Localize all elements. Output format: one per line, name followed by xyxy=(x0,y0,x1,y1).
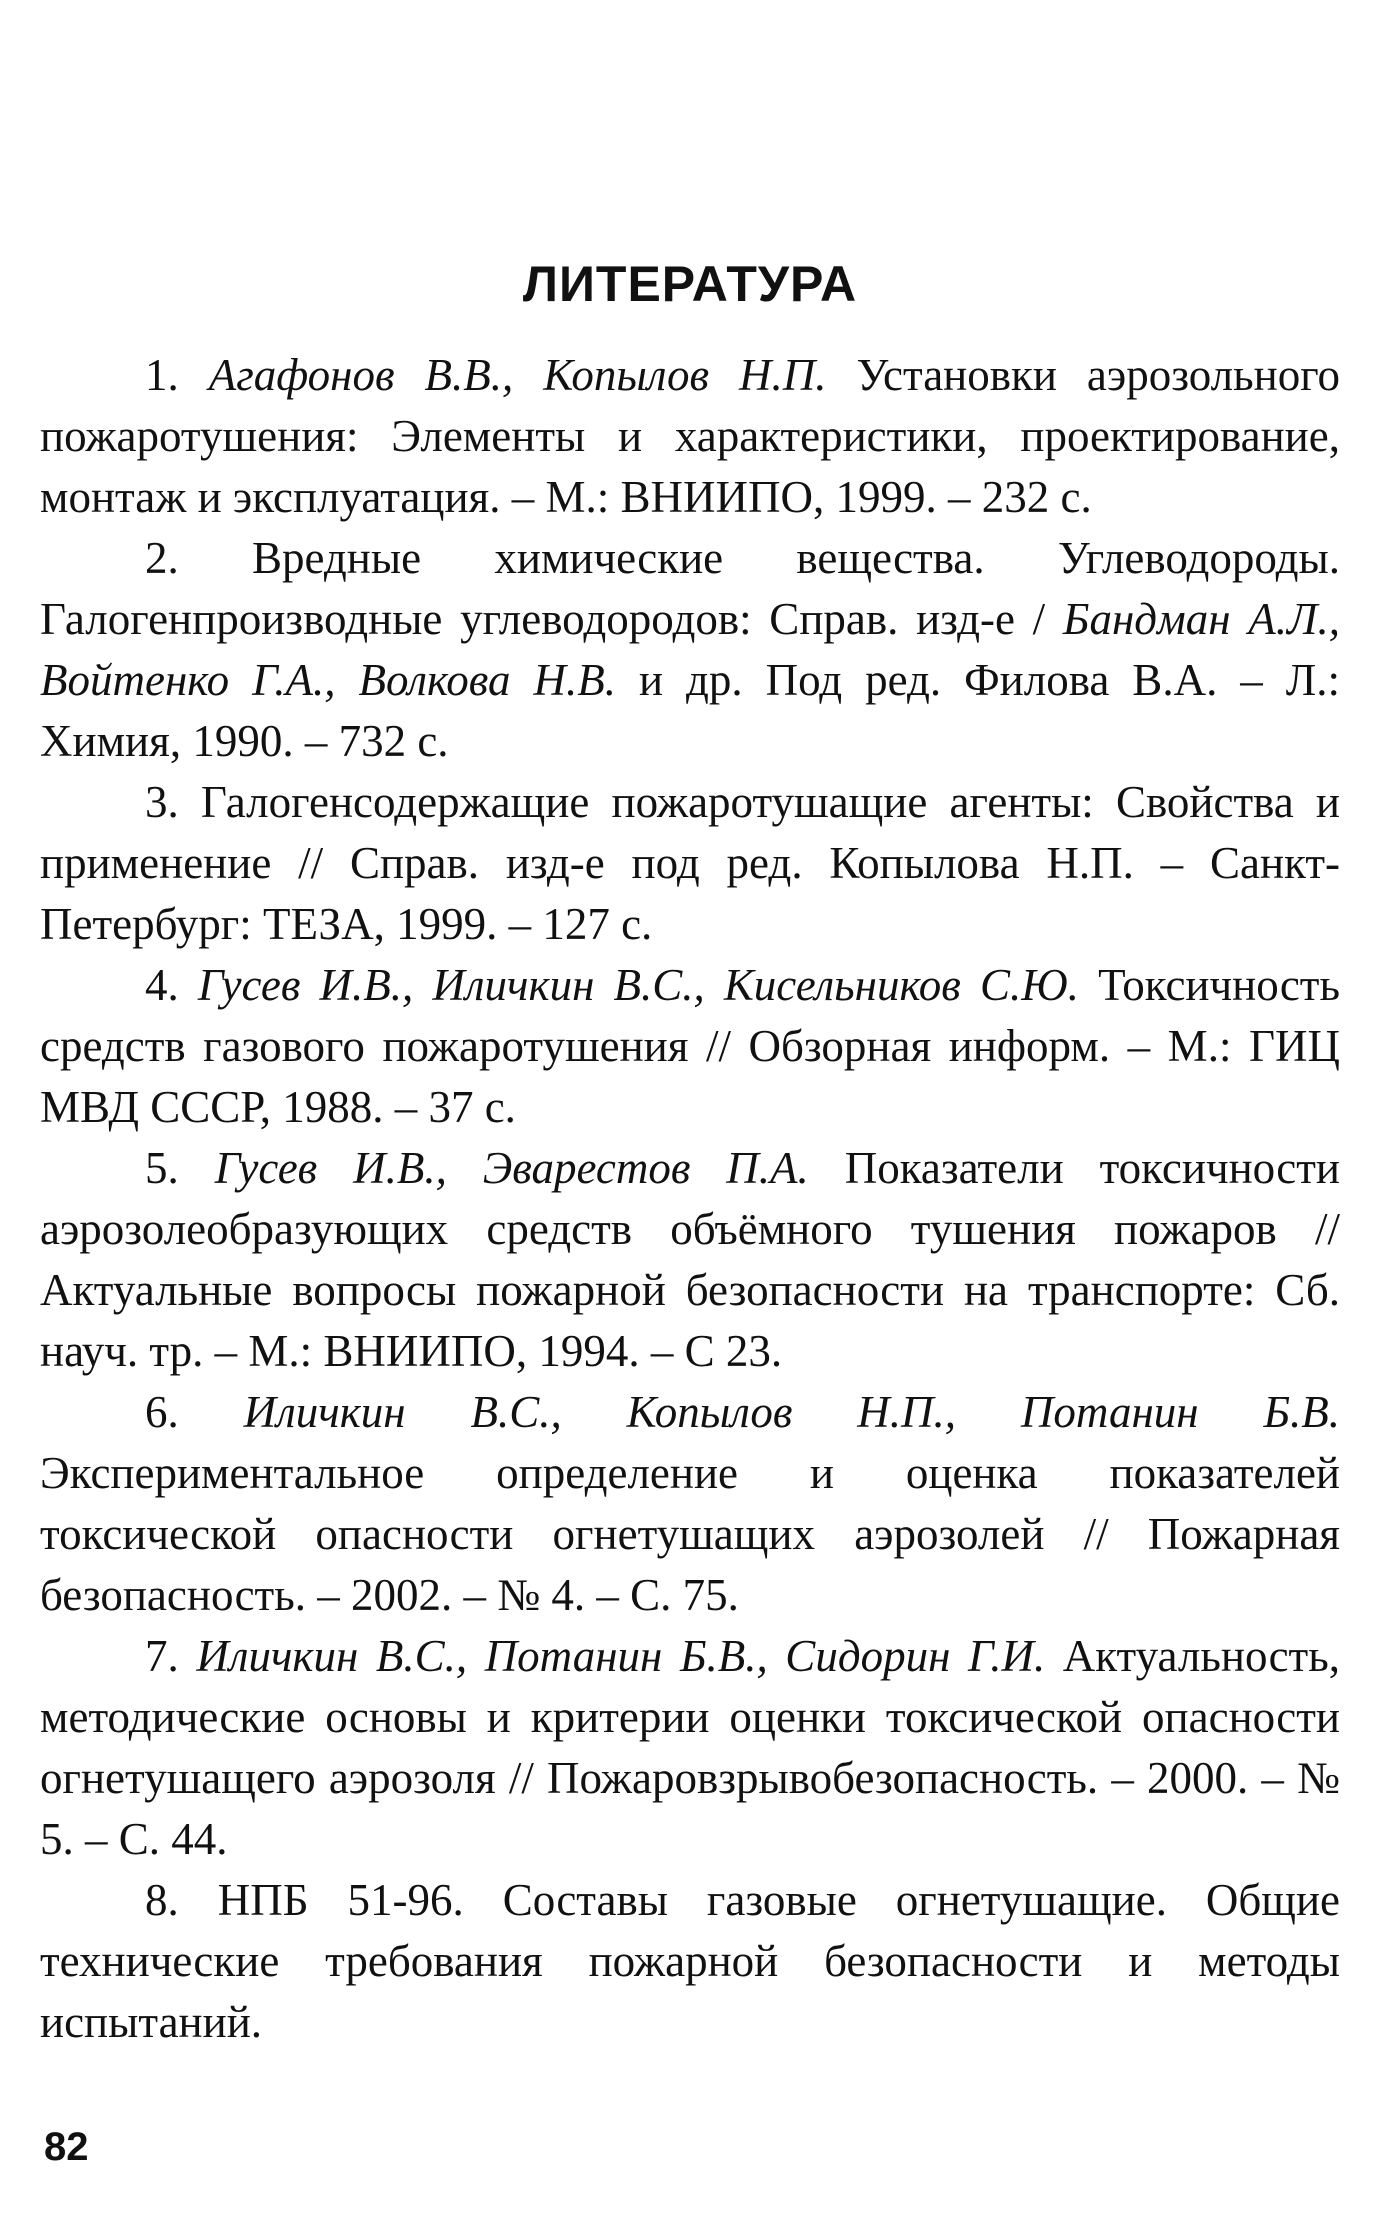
reference-authors: Гусев И.В., Иличкин В.С., Кисельников С.Ю. xyxy=(197,960,1079,1010)
reference-number: 8. xyxy=(145,1875,179,1925)
reference-item xyxy=(40,772,1340,955)
reference-text: Установки аэрозольного пожаротушения: Элементы и характеристики, проектирование, монтаж и эксплуатация. – М.: ВНИИПО, 1999. – 232 с. xyxy=(40,350,1341,522)
reference-text: Вредные химические вещества. Углеводороды. Галогенпроизводные углеводородов: Справ. изд-е / xyxy=(40,533,1340,644)
reference-authors: Бандман А.Л., Войтенко Г.А., Волкова Н.В. xyxy=(40,594,1341,705)
reference-authors: Гусев И.В., Эварестов П.А. xyxy=(214,1143,809,1193)
reference-text: Токсичность средств газового пожаротушения // Обзорная информ. – М.: ГИЦ МВД СССР, 1988. – 37 с. xyxy=(40,960,1340,1132)
reference-item xyxy=(40,1138,1340,1382)
reference-authors: Иличкин В.С., Копылов Н.П., Потанин Б.В. xyxy=(243,1387,1341,1437)
reference-item xyxy=(40,1382,1340,1626)
reference-list xyxy=(40,345,1340,2053)
reference-number: 5. xyxy=(145,1143,179,1193)
reference-number: 3. xyxy=(145,777,179,827)
reference-item xyxy=(40,955,1340,1138)
reference-item xyxy=(40,345,1340,528)
reference-authors: Иличкин В.С., Потанин Б.В., Сидорин Г.И. xyxy=(196,1631,1046,1681)
reference-number: 1. xyxy=(145,350,179,400)
reference-text-continued: и др. Под ред. Филова В.А. – Л.: Химия, 1990. – 732 с. xyxy=(40,655,1341,766)
reference-item xyxy=(40,528,1340,772)
reference-number: 2. xyxy=(145,533,179,583)
reference-text: НПБ 51-96. Составы газовые огнетушащие. Общие технические требования пожарной безопасности и методы испытаний. xyxy=(40,1875,1341,2047)
reference-item xyxy=(40,1626,1340,1870)
reference-text: Актуальность, методические основы и критерии оценки токсической опасности огнетушащего аэрозоля // Пожаровзрывобезопасность. – 2000. – № 5. – С. 44. xyxy=(40,1631,1340,1864)
page-number: 82 xyxy=(44,2125,89,2169)
reference-text: Показатели токсичности аэрозолеобразующих средств объёмного тушения пожаров // Актуальные вопросы пожарной безопасности на транспорте: Сб. науч. тр. – М.: ВНИИПО, 1994. – С 23. xyxy=(40,1143,1341,1376)
reference-number: 4. xyxy=(145,960,179,1010)
reference-text: Экспериментальное определение и оценка показателей токсической опасности огнетушащих аэрозолей // Пожарная безопасность. – 2002. – № 4. – С. 75. xyxy=(40,1448,1340,1620)
reference-number: 6. xyxy=(145,1387,179,1437)
reference-item xyxy=(40,1870,1340,2053)
book-page xyxy=(40,0,1340,2222)
reference-number: 7. xyxy=(145,1631,179,1681)
reference-authors: Агафонов В.В., Копылов Н.П. xyxy=(208,350,827,400)
page-title: ЛИТЕРАТУРА xyxy=(522,256,858,312)
reference-text: Галогенсодержащие пожаротушащие агенты: Свойства и применение // Справ. изд-е под ред. Копылова Н.П. – Санкт-Петербург: ТЕЗА, 1999. – 127 с. xyxy=(40,777,1340,949)
